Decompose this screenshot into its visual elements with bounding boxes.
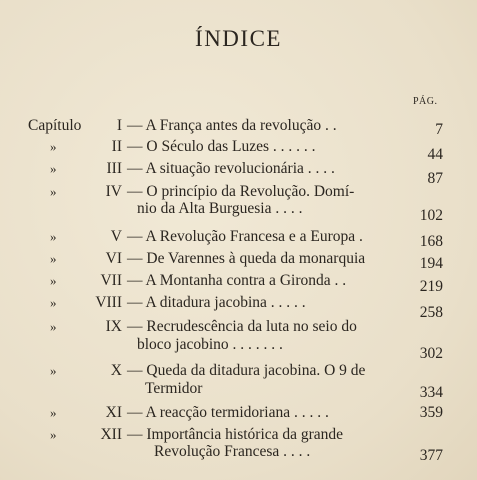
chapter-title: — Importância histórica da grande [127, 426, 344, 443]
chapter-numeral: II [111, 138, 122, 155]
chapter-title: — A Revolução Francesa e a Europa . [127, 228, 363, 245]
ditto-mark: » [50, 295, 57, 310]
ditto-mark: » [50, 363, 57, 378]
chapter-title-continuation: bloco jacobino . . . . . . . [137, 336, 283, 353]
page-number: 102 [419, 207, 443, 224]
chapter-title: — A França antes da revolução . . [127, 117, 337, 134]
ditto-mark: » [50, 319, 57, 334]
chapter-numeral: I [116, 117, 122, 134]
ditto-mark: » [50, 251, 57, 266]
entry-prefix: Capítulo [28, 117, 82, 134]
ditto-mark: » [50, 405, 57, 420]
chapter-title: — A reacção termidoriana . . . . . [127, 404, 329, 421]
chapter-numeral: VI [105, 250, 122, 267]
chapter-numeral: XI [105, 404, 122, 421]
page-number: 7 [435, 121, 443, 138]
page-number: 87 [427, 170, 443, 187]
chapter-numeral: IX [105, 318, 122, 335]
page-number: 258 [419, 304, 443, 321]
chapter-numeral: III [106, 160, 122, 177]
chapter-title: — A situação revolucionária . . . . [127, 160, 335, 177]
chapter-title: — De Varennes à queda da monarquia [127, 250, 366, 267]
page-number: 377 [419, 447, 443, 464]
chapter-title: — Recrudescência da luta no seio do [127, 318, 357, 335]
page-number: 44 [427, 146, 443, 163]
chapter-numeral: V [110, 228, 122, 245]
chapter-title-continuation: nio da Alta Burguesia . . . . [137, 200, 303, 217]
chapter-title: — Queda da ditadura jacobina. O 9 de [127, 362, 366, 379]
chapter-title-continuation: Termidor [145, 380, 203, 397]
ditto-mark: » [50, 184, 57, 199]
ditto-mark: » [50, 139, 57, 154]
ditto-mark: » [50, 273, 57, 288]
page-number: 219 [419, 278, 443, 295]
page-title: ÍNDICE [195, 26, 282, 51]
page-number: 194 [419, 255, 443, 272]
chapter-title-continuation: Revolução Francesa . . . . [154, 443, 311, 460]
page-number: 302 [419, 345, 443, 362]
chapter-title: — O Século das Luzes . . . . . . [127, 138, 316, 155]
chapter-numeral: X [110, 362, 122, 379]
page-number: 334 [419, 384, 443, 401]
page-number: 168 [419, 233, 443, 250]
chapter-numeral: IV [105, 183, 122, 200]
chapter-title: — O princípio da Revolução. Domí- [127, 183, 355, 200]
ditto-mark: » [50, 229, 57, 244]
ditto-mark: » [50, 161, 57, 176]
chapter-numeral: XII [100, 426, 122, 443]
chapter-numeral: VII [100, 272, 122, 289]
chapter-title: — A ditadura jacobina . . . . . [127, 294, 306, 311]
chapter-title: — A Montanha contra a Gironda . . [127, 272, 347, 289]
ditto-mark: » [50, 427, 57, 442]
chapter-numeral: VIII [95, 294, 122, 311]
page-column-label: PÁG. [413, 96, 438, 107]
page-number: 359 [419, 404, 443, 421]
